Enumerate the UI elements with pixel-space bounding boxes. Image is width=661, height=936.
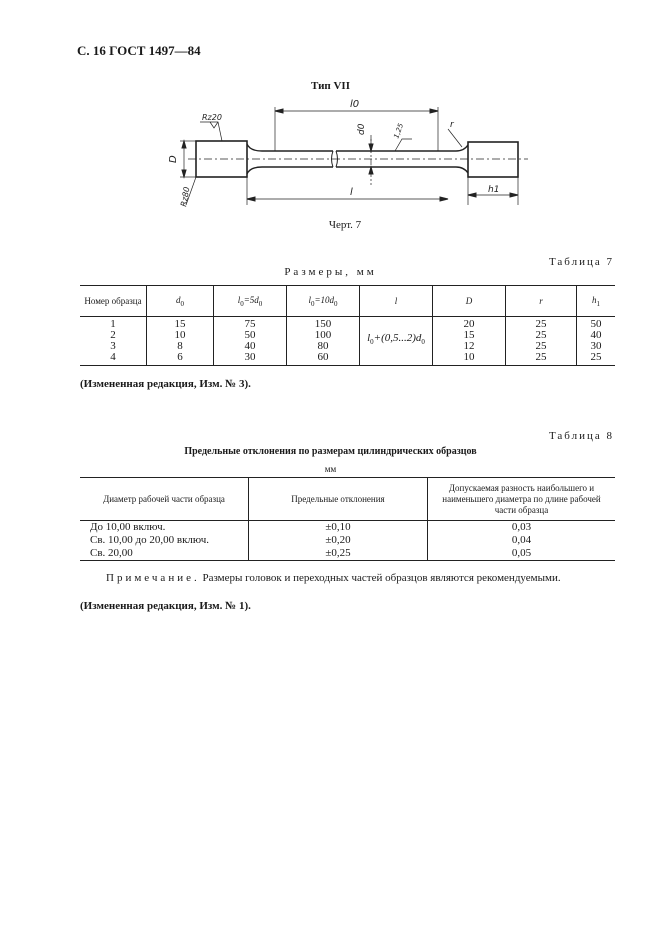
t8-row-deviation: ±0,10 [249, 521, 428, 535]
t7-header-d0: $d_0$ [147, 286, 214, 317]
figure-caption: Черт. 7 [328, 219, 362, 231]
t8-row-diameter: Св. 20,00 [80, 547, 249, 561]
t8-header-deviation: Предельные отклонения [249, 478, 428, 521]
figure-type-title: Тип VII [311, 80, 350, 92]
t7-l-formula: $l_0+(0,5...2)d_0$ [360, 317, 433, 366]
t8-row-difference: 0,03 [428, 521, 616, 535]
t7-header-r: r [506, 286, 577, 317]
table8-title: Предельные отклонения по размерам цилиндрических образцов [184, 446, 477, 457]
t8-header-diameter: Диаметр рабочей части образца [80, 478, 249, 521]
t7-header-D: D [433, 286, 506, 317]
t8-header-difference: Допускаемая разность наибольшего и наименьшего диаметра по длине рабочей части образца [428, 478, 616, 521]
specimen-drawing [150, 95, 550, 220]
page-header: С. 16 ГОСТ 1497—84 [77, 43, 201, 58]
t7-header-l: l [360, 286, 433, 317]
l0-label: l0 [350, 99, 360, 110]
D-label: D [168, 155, 179, 163]
table7 [80, 285, 615, 366]
table8-unit: мм [324, 464, 337, 474]
rz20-label: Rz20 [202, 113, 222, 122]
t7-header-l5: $l_0=5d_0$ [214, 286, 287, 317]
table7-edit-note: (Измененная редакция, Изм. № 3). [80, 378, 251, 390]
table8-edit-note: (Измененная редакция, Изм. № 1). [80, 600, 251, 612]
t7-col-l10: 150 100 80 60 [287, 317, 360, 366]
l-label: l [350, 187, 353, 198]
t8-row-difference: 0,05 [428, 547, 616, 561]
t7-col-d0: 15 10 8 6 [147, 317, 214, 366]
d0-label: d0 [357, 123, 367, 135]
t7-col-r: 25 25 25 25 [506, 317, 577, 366]
t7-header-num: Номер образца [80, 286, 147, 317]
h1-label: h1 [488, 185, 500, 195]
t7-col-D: 20 15 12 10 [433, 317, 506, 366]
table8 [80, 477, 615, 561]
t7-header-h1: $h_1$ [577, 286, 616, 317]
table8-caption: Таблица 8 [548, 430, 614, 442]
t8-row-difference: 0,04 [428, 534, 616, 547]
t8-row-diameter: Св. 10,00 до 20,00 включ. [80, 534, 249, 547]
t8-row-deviation: ±0,25 [249, 547, 428, 561]
t7-header-l10: $l_0=10d_0$ [287, 286, 360, 317]
radius-125-label: 1,25 [392, 122, 406, 140]
table7-subtitle: Размеры, мм [284, 266, 377, 278]
t7-col-num: 1 2 3 4 [80, 317, 147, 366]
table8-note: Примечание. Размеры головок и переходных частей образцов являются рекомендуемыми. [106, 572, 561, 584]
t8-row-deviation: ±0,20 [249, 534, 428, 547]
t7-col-l5: 75 50 40 30 [214, 317, 287, 366]
rz80-label: Rz80 [179, 186, 192, 208]
table7-caption: Таблица 7 [548, 256, 614, 268]
t7-col-h1: 50 40 30 25 [577, 317, 616, 366]
t8-row-diameter: До 10,00 включ. [80, 521, 249, 535]
r-label: r [450, 120, 454, 130]
